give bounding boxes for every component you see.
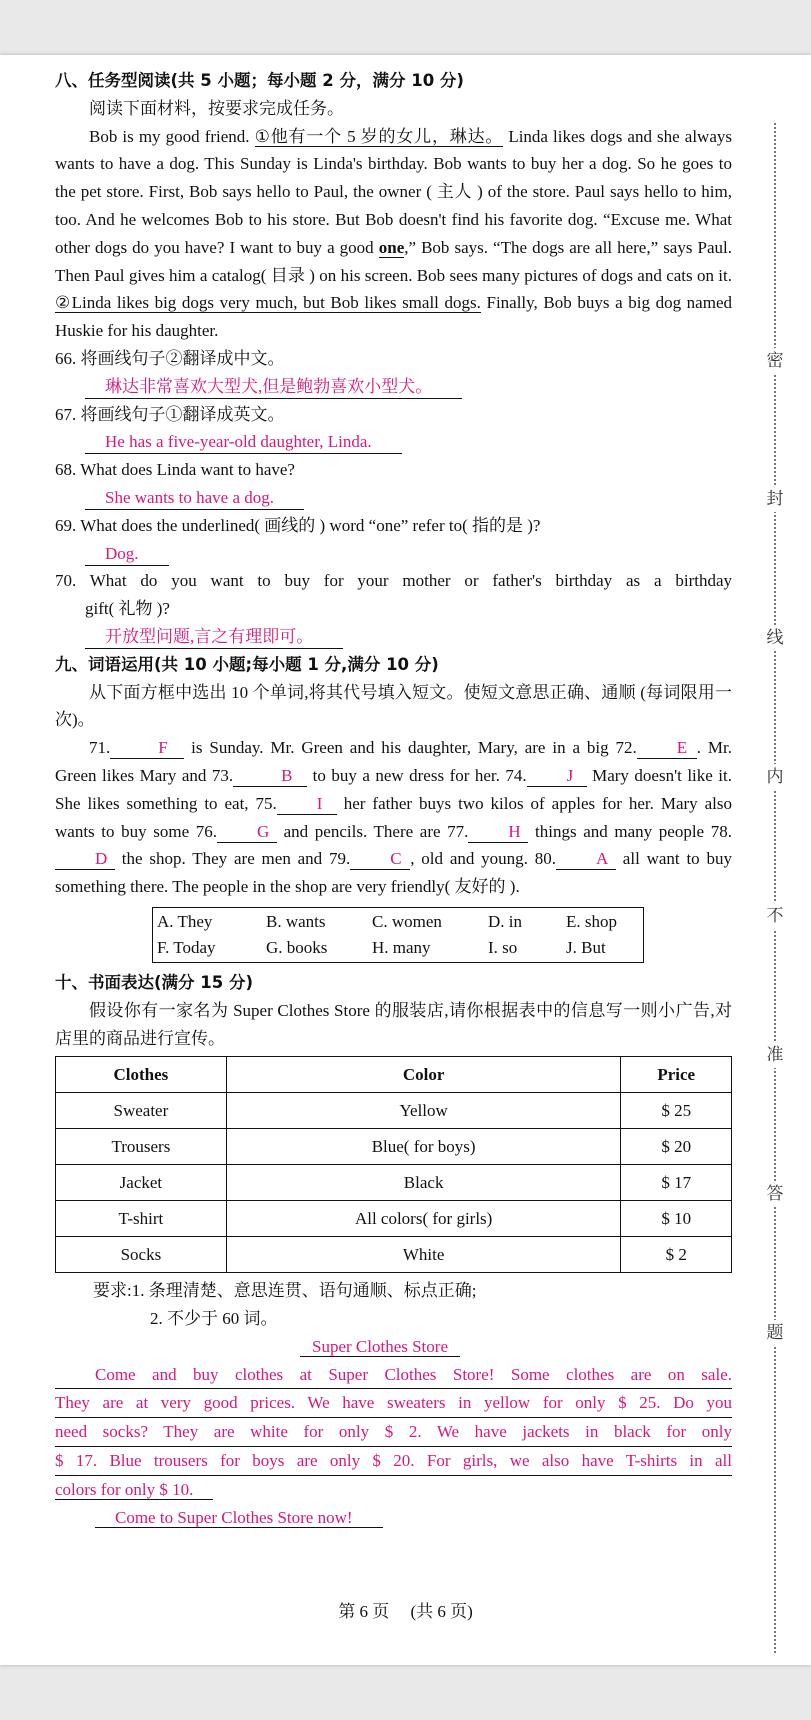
num-76: 76.: [195, 821, 218, 841]
essay-line: Come and buy clothes at Super Clothes Store! Some clothes are on sale.: [55, 1361, 732, 1390]
answer-66: 琳达非常喜欢大型犬,但是鲍勃喜欢小型犬。: [85, 376, 462, 399]
blank-71[interactable]: F: [110, 738, 184, 759]
cell: Black: [226, 1165, 621, 1201]
table-row: [56, 1093, 732, 1129]
section8-instruction: 阅读下面材料，按要求完成任务。: [89, 98, 344, 118]
num-74: 74.: [505, 765, 527, 785]
cell: $ 17: [621, 1165, 732, 1201]
cloze-text-6: and pencils. There are: [277, 821, 448, 841]
essay-line-last: colors for only $ 10.: [55, 1480, 213, 1500]
option-d: D. in: [488, 911, 522, 931]
answer-69: Dog.: [85, 543, 169, 566]
question-69: 69. What does the underlined( 画线的 ) word “one” refer to( 指的是 )?: [55, 515, 541, 535]
option-b: B. wants: [266, 911, 326, 931]
option-j: J. But: [566, 937, 606, 957]
clothes-table: [55, 1056, 732, 1273]
cell: Jacket: [56, 1165, 227, 1201]
table-row: [56, 1165, 732, 1201]
blank-74[interactable]: J: [527, 766, 587, 787]
header-price: Price: [621, 1057, 732, 1093]
essay-title: Super Clothes Store: [300, 1337, 460, 1357]
question-68: 68. What does Linda want to have?: [55, 460, 295, 480]
num-77: 77.: [447, 821, 469, 841]
essay-line: need socks? They are white for only $ 2. We have jackets in black for only: [55, 1418, 732, 1447]
option-f: F. Today: [157, 937, 216, 957]
option-e: E. shop: [566, 911, 617, 931]
underlined-word-one: one: [378, 237, 405, 257]
cloze-text-5: her father buys two kilos of apples for her. Mary also wants to buy some: [55, 793, 732, 841]
passage-text-b: Linda likes dogs and she always wants to have a dog. This Sunday is Linda's birthday. Bob wants to buy her a dog. So he goes to the pet store. First, Bob says hello to Paul, the owner ( 主人 ) of the store. Paul says hello to him, too. And he welcomes Bob to his store. But Bob doesn't find his favorite dog. “Excuse me. What other dogs do you have? I want to buy a good: [55, 126, 732, 257]
binding-char: 答: [762, 1181, 788, 1207]
cloze-text-1: is Sunday. Mr. Green and his daughter, Mary, are in a big: [184, 738, 616, 758]
option-a: A. They: [157, 911, 213, 931]
cell: Trousers: [56, 1129, 227, 1165]
blank-79[interactable]: C: [350, 849, 410, 870]
passage-text-a: Bob is my good friend.: [89, 126, 255, 146]
cell: Blue( for boys): [226, 1129, 621, 1165]
num-79: 79.: [328, 849, 351, 869]
passage-text-d: Finally, Bob buys a big dog named Huskie for his daughter.: [55, 293, 732, 341]
cell: Yellow: [226, 1093, 621, 1129]
table-row: [56, 1129, 732, 1165]
essay-closing: Come to Super Clothes Store now!: [95, 1508, 383, 1528]
num-75: 75.: [255, 793, 277, 813]
section10-instruction: 假设你有一家名为 Super Clothes Store 的服装店,请你根据表中的信息写一则小广告,对店里的商品进行宣传。: [55, 1000, 732, 1048]
word-box: [152, 907, 644, 963]
binding-char: 内: [762, 764, 788, 790]
exam-page: [0, 55, 811, 1665]
cloze-text-3: to buy a new dress for her.: [307, 765, 506, 785]
cell: $ 2: [621, 1237, 732, 1273]
option-i: I. so: [488, 937, 518, 957]
cell: $ 20: [621, 1129, 732, 1165]
cell: Sweater: [56, 1093, 227, 1129]
num-78: 78.: [710, 821, 732, 841]
blank-73[interactable]: B: [233, 766, 307, 787]
cloze-text-10: all want to buy something there. The people in the shop are very friendly( 友好的 ).: [55, 849, 732, 897]
answer-70: 开放型问题,言之有理即可。: [85, 626, 343, 649]
section9-instruction: 从下面方框中选出 10 个单词,将其代号填入短文。使短文意思正确、通顺 (每词限用一次)。: [55, 682, 732, 730]
num-80: 80.: [534, 849, 556, 869]
option-g: G. books: [266, 937, 328, 957]
binding-char: 题: [762, 1320, 788, 1346]
requirement-1: 要求:1. 条理清楚、意思连贯、语句通顺、标点正确;: [93, 1281, 477, 1301]
underlined-sentence-2: ②Linda likes big dogs very much, but Bob likes small dogs.: [55, 293, 481, 313]
header-color: Color: [226, 1057, 621, 1093]
underlined-sentence-1: ①他有一个 5 岁的女儿，琳达。: [254, 126, 504, 146]
essay-answer: [55, 1333, 732, 1532]
section10-heading: 十、书面表达(满分 15 分): [55, 972, 254, 992]
question-67: 67. 将画线句子①翻译成英文。: [55, 404, 285, 424]
num-72: 72.: [615, 738, 637, 758]
passage-text-c: ,” Bob says. “The dogs are all here,” says Paul. Then Paul gives him a catalog( 目录 ) on his screen. Bob sees many pictures of dogs and cats on it.: [55, 237, 732, 285]
blank-80[interactable]: A: [556, 849, 616, 870]
option-h: H. many: [372, 937, 431, 957]
question-70-line1: 70. What do you want to buy for your mother or father's birthday as a birthday: [55, 571, 732, 591]
requirement-2: 2. 不少于 60 词。: [150, 1309, 278, 1329]
cloze-text-7: things and many people: [528, 821, 711, 841]
cell: T-shirt: [56, 1201, 227, 1237]
essay-line: They are at very good prices. We have sweaters in yellow for only $ 25. Do you: [55, 1389, 732, 1418]
table-row: [56, 1237, 732, 1273]
num-71: 71.: [89, 738, 111, 758]
section8-heading: 八、任务型阅读(共 5 小题；每小题 2 分，满分 10 分): [55, 71, 464, 90]
binding-char: 准: [762, 1042, 788, 1068]
reading-passage: [55, 123, 732, 345]
essay-line: $ 17. Blue trousers for boys are only $ 20. For girls, we also have T-shirts in all: [55, 1447, 732, 1476]
page-content: [55, 67, 732, 1531]
cloze-text-9: , old and young.: [410, 849, 535, 869]
table-header-row: [56, 1057, 732, 1093]
blank-77[interactable]: H: [468, 822, 528, 843]
cell: Socks: [56, 1237, 227, 1273]
blank-72[interactable]: E: [637, 738, 697, 759]
section9-heading: 九、词语运用(共 10 小题;每小题 1 分,满分 10 分): [55, 654, 439, 674]
cloze-text-4: Mary doesn't like it. She likes something to eat,: [55, 765, 732, 813]
blank-76[interactable]: G: [217, 822, 277, 843]
header-clothes: Clothes: [56, 1057, 227, 1093]
cloze-passage: [55, 734, 732, 901]
cloze-text-2: . Mr. Green likes Mary and: [55, 738, 732, 785]
answer-67: He has a five-year-old daughter, Linda.: [85, 431, 402, 454]
option-c: C. women: [372, 911, 442, 931]
question-66: 66. 将画线句子②翻译成中文。: [55, 348, 285, 368]
blank-78[interactable]: D: [55, 849, 115, 870]
binding-char: 不: [762, 903, 788, 929]
num-73: 73.: [211, 765, 234, 785]
answer-68: She wants to have a dog.: [85, 487, 304, 510]
cell: White: [226, 1237, 621, 1273]
cell: $ 10: [621, 1201, 732, 1237]
blank-75[interactable]: I: [277, 794, 337, 815]
cell: $ 25: [621, 1093, 732, 1129]
cloze-text-8: the shop. They are men and: [115, 849, 329, 869]
binding-char: 线: [762, 625, 788, 651]
binding-char: 密: [762, 348, 788, 374]
cell: All colors( for girls): [226, 1201, 621, 1237]
binding-char: 封: [762, 486, 788, 512]
question-70-line2: gift( 礼物 )?: [85, 599, 170, 619]
page-number: 第 6 页 (共 6 页): [338, 1602, 473, 1621]
table-row: [56, 1201, 732, 1237]
